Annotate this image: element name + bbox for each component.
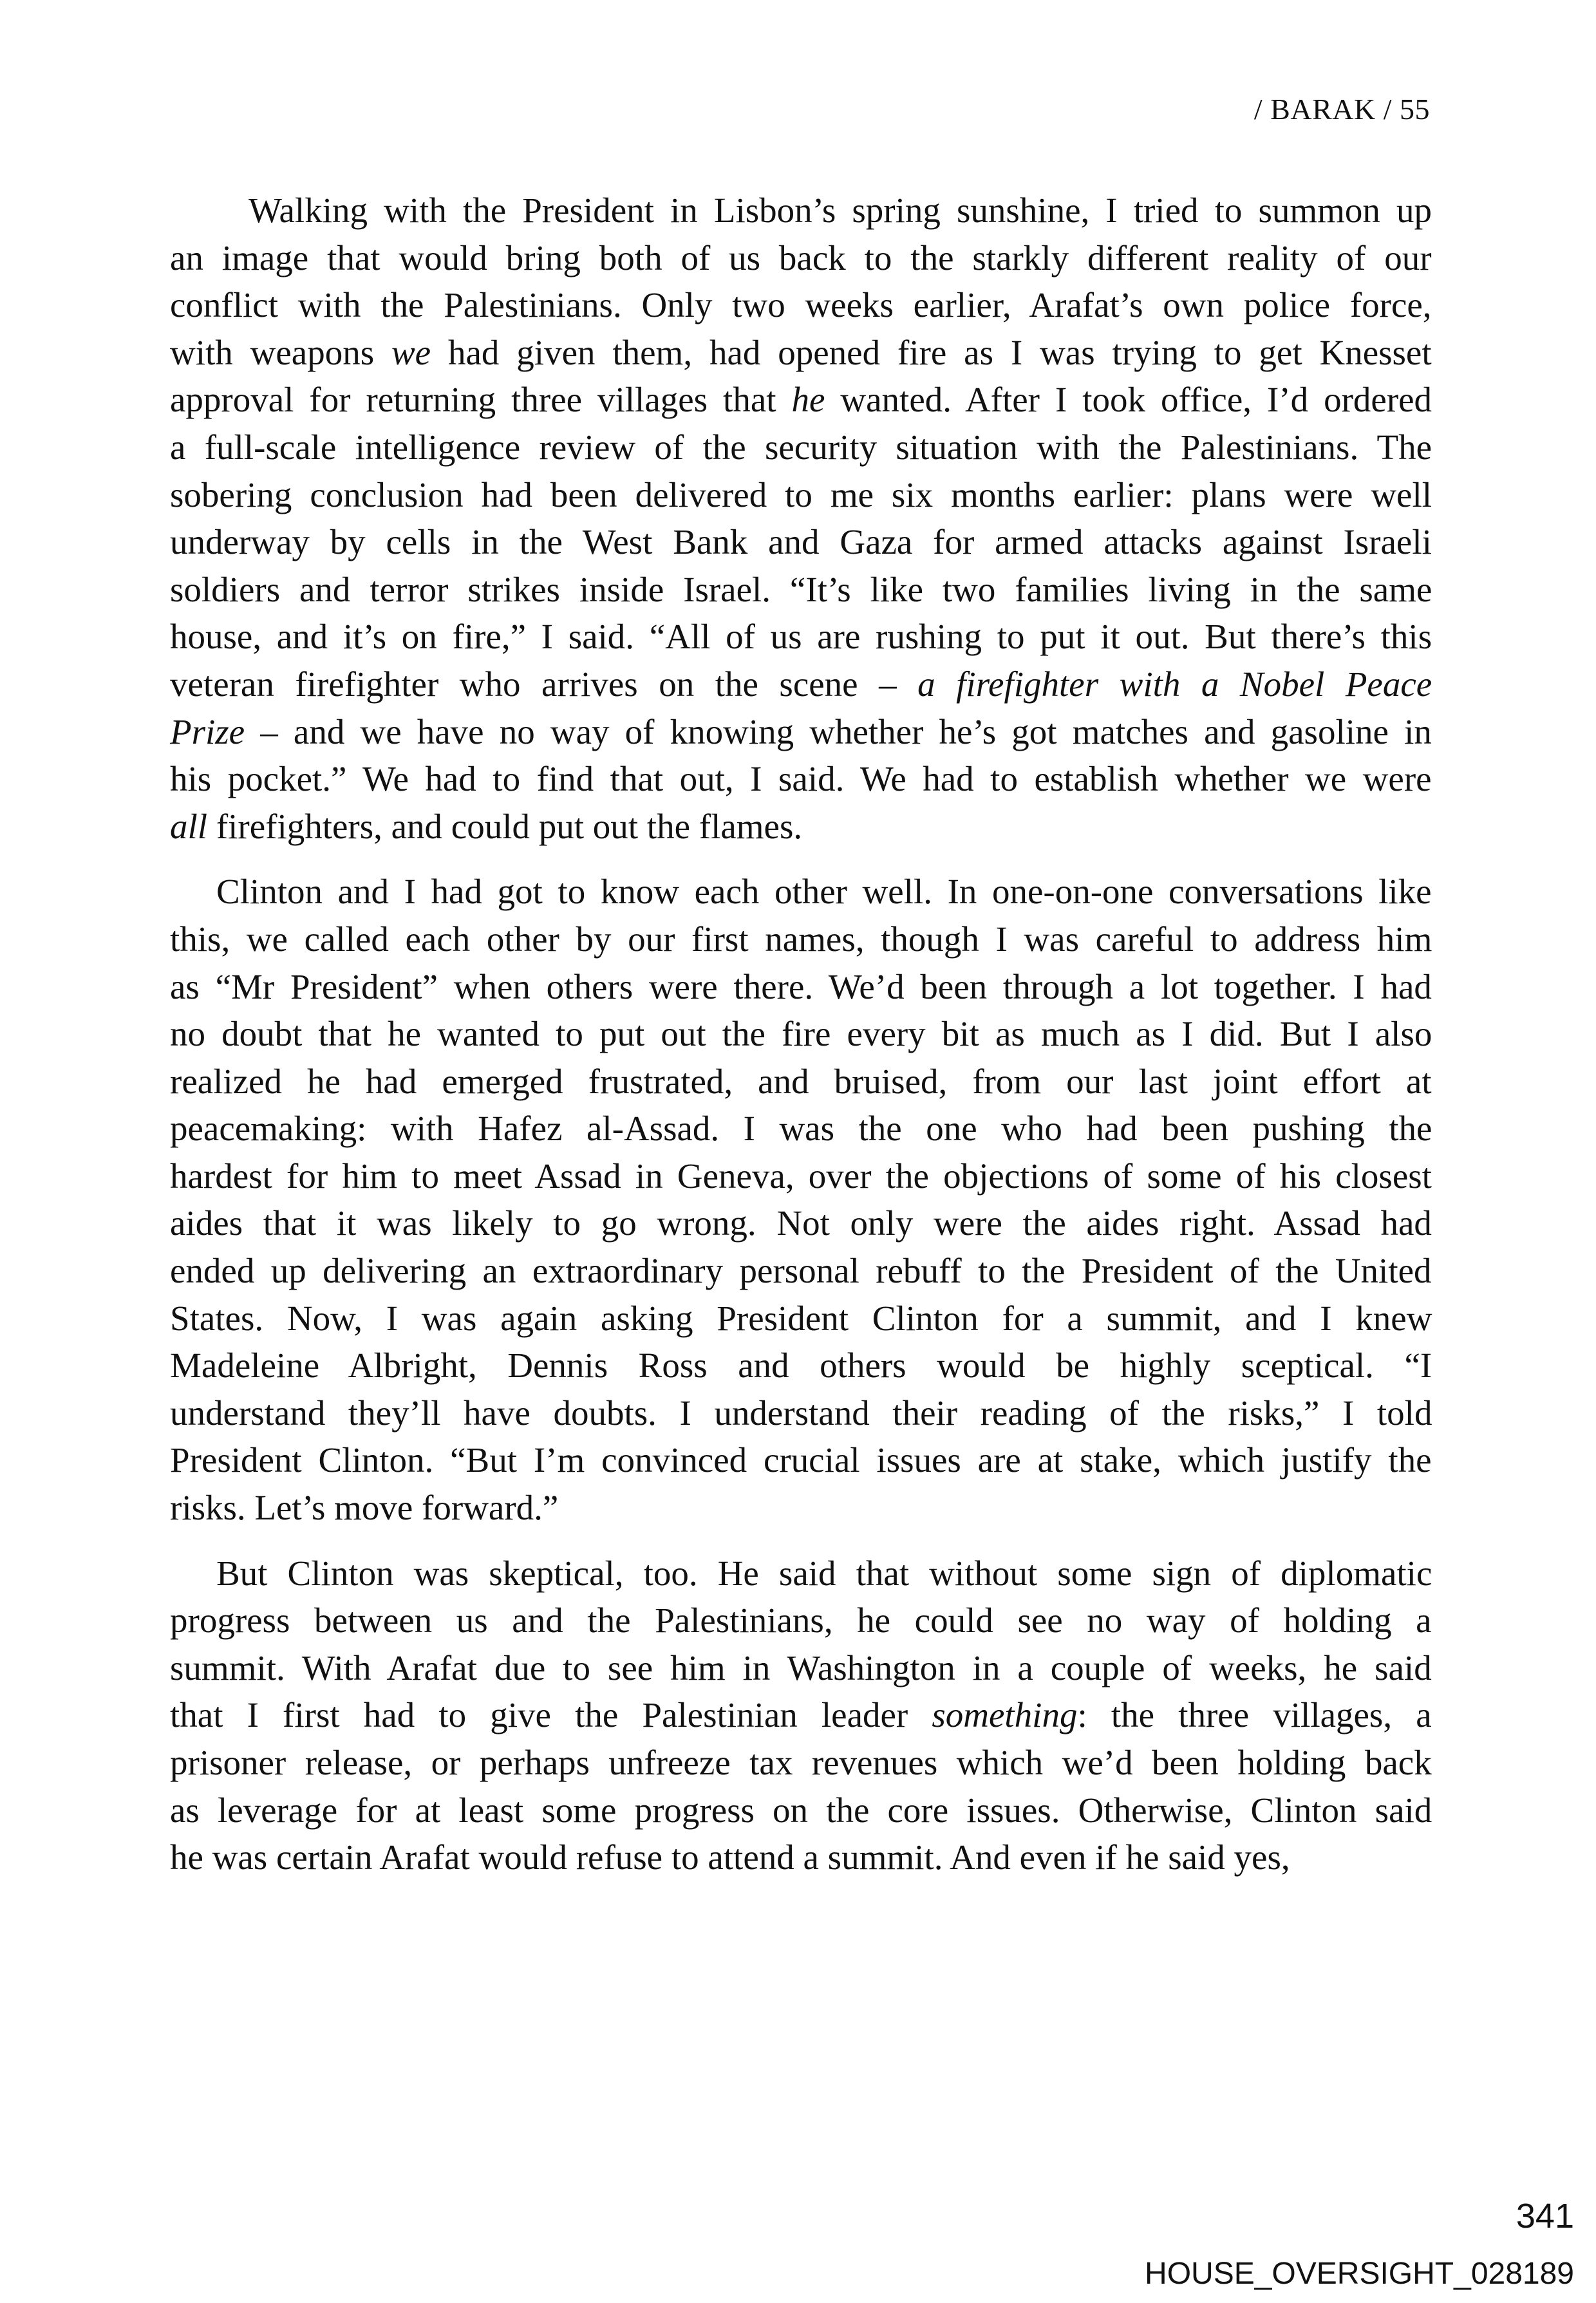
text-run: progress between us and the Palestinians, he could see no way of holding a [170,1601,1432,1640]
text-line [170,1550,1432,1597]
text-run: understand they’ll have doubts. I understand their reading of the risks,” I told [170,1393,1432,1433]
text-run: had given them, had opened fire as I was trying to get Knesset [431,332,1432,372]
text-line [170,1834,1432,1881]
text-run: with weapons [170,332,391,372]
text-run: prisoner release, or perhaps unfreeze tax revenues which we’d been holding back [170,1743,1432,1782]
bates-number: HOUSE_OVERSIGHT_028189 [1145,2257,1574,2291]
text-run: risks. Let’s move forward.” [170,1488,559,1528]
text-run: hardest for him to meet Assad in Geneva, over the objections of some of his closest [170,1156,1432,1196]
text-run: wanted. After I took office, I’d ordered [825,380,1432,420]
text-run: President Clinton. “But I’m convinced crucial issues are at stake, which justify the [170,1440,1432,1480]
text-run: – and we have no way of knowing whether he’s got matches and gasoline in [245,711,1432,751]
text-run: ended up delivering an extraordinary personal rebuff to the President of the United [170,1251,1432,1291]
text-run: summit. With Arafat due to see him in Washington in a couple of weeks, he said [170,1648,1432,1687]
text-line [170,916,1432,963]
text-line [170,376,1432,424]
text-line [170,868,1432,916]
text-line [170,1739,1432,1787]
italic-text: all [170,806,208,846]
text-line [170,187,1432,234]
text-line [170,1691,1432,1739]
text-run: Madeleine Albright, Dennis Ross and others would be highly sceptical. “I [170,1346,1432,1386]
text-line [170,1105,1432,1152]
paragraph [170,187,1432,850]
text-run: veteran firefighter who arrives on the scene – [170,664,918,704]
page-number: 341 [1516,2197,1574,2235]
text-run: house, and it’s on fire,” I said. “All of us are rushing to put it out. But there’s this [170,617,1432,657]
text-run: he was certain Arafat would refuse to attend a summit. And even if he said yes, [170,1838,1290,1877]
text-line [170,1644,1432,1692]
text-line [170,1010,1432,1058]
text-run: his pocket.” We had to find that out, I said. We had to establish whether we were [170,759,1432,799]
text-run: firefighters, and could put out the flames. [207,806,803,846]
text-line [170,963,1432,1011]
text-run: Clinton and I had got to know each other well. In one-on-one conversations like [216,872,1432,912]
text-line [170,1787,1432,1834]
text-run: Walking with the President in Lisbon’s spring sunshine, I tried to summon up [249,191,1432,230]
text-run: a full-scale intelligence review of the security situation with the Palestinians. The [170,427,1432,467]
italic-text: Prize [170,711,245,751]
text-line [170,613,1432,661]
italic-text: we [391,332,431,372]
text-line [170,1152,1432,1200]
text-line [170,708,1432,756]
text-run: no doubt that he wanted to put out the fire every bit as much as I did. But I also [170,1014,1432,1054]
text-line [170,471,1432,519]
text-line [170,234,1432,282]
italic-text: he [791,380,825,420]
text-line [170,281,1432,329]
text-line [170,661,1432,708]
text-line [170,1295,1432,1342]
text-line [170,329,1432,377]
text-run: peacemaking: with Hafez al-Assad. I was the one who had been pushing the [170,1109,1432,1149]
italic-text: something [932,1695,1078,1735]
text-run: an image that would bring both of us back to the starkly different reality of our [170,238,1432,277]
text-run: : the three villages, a [1077,1695,1432,1735]
text-line [170,1199,1432,1247]
text-line [170,1058,1432,1105]
text-run: But Clinton was skeptical, too. He said that without some sign of diplomatic [216,1553,1432,1593]
text-run: this, we called each other by our first names, though I was careful to address him [170,919,1432,959]
text-line [170,803,1432,851]
text-line [170,518,1432,566]
text-run: as leverage for at least some progress on the core issues. Otherwise, Clinton said [170,1790,1432,1830]
text-run: as “Mr President” when others were there. We’d been through a lot together. I had [170,966,1432,1006]
text-run: that I first had to give the Palestinian leader [170,1695,932,1735]
italic-text: a firefighter with a Nobel Peace [917,664,1432,704]
text-line [170,566,1432,614]
text-run: soldiers and terror strikes inside Israel. “It’s like two families living in the same [170,569,1432,609]
text-line [170,1247,1432,1295]
body-text [170,187,1432,1899]
text-line [170,1342,1432,1389]
paragraph [170,1550,1432,1881]
text-line [170,1484,1432,1532]
text-run: sobering conclusion had been delivered to me six months earlier: plans were well [170,475,1432,514]
text-line [170,1436,1432,1484]
text-run: conflict with the Palestinians. Only two weeks earlier, Arafat’s own police force, [170,285,1432,325]
paragraph [170,868,1432,1531]
text-line [170,1597,1432,1644]
text-run: States. Now, I was again asking President Clinton for a summit, and I knew [170,1298,1432,1338]
running-head: / BARAK / 55 [1253,93,1430,126]
text-line [170,424,1432,471]
text-line [170,1389,1432,1437]
text-run: underway by cells in the West Bank and Gaza for armed attacks against Israeli [170,522,1432,562]
text-line [170,755,1432,803]
text-run: aides that it was likely to go wrong. Not only were the aides right. Assad had [170,1203,1432,1243]
text-run: approval for returning three villages that [170,380,792,420]
text-run: realized he had emerged frustrated, and bruised, from our last joint effort at [170,1061,1432,1101]
